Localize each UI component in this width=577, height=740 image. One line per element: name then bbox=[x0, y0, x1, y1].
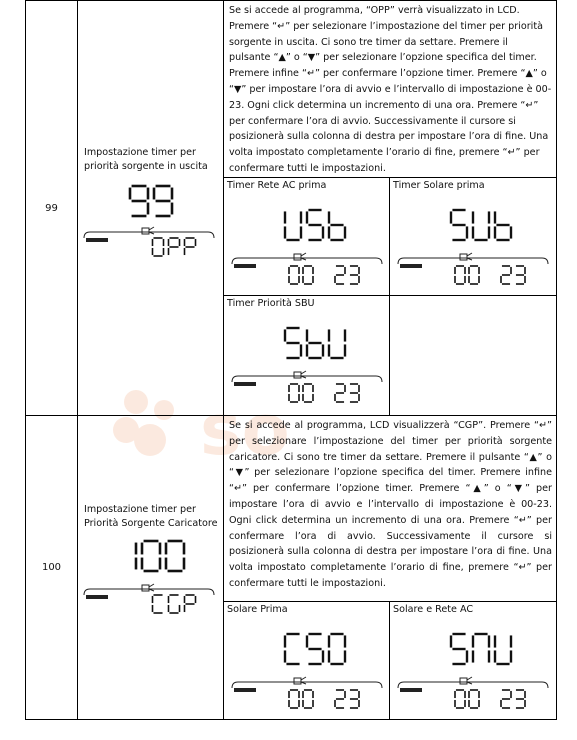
setting-description bbox=[224, 416, 557, 602]
hand-icon bbox=[294, 253, 306, 260]
option-cell bbox=[224, 296, 390, 416]
description-text: Se si accede al programma, “OPP” verrà visualizzato in LCD. Premere “↵” per selezionare l’impostazione del timer per priorità sorgente in uscita. Ci sono tre timer da settare. Premere il pulsante “▲” o “▼” per selezionare l’opzione specifica del timer. Premere infine “↵” per confermare l’opzione timer. Premere “▲” o “▼” per impostare l’ora di avvio e l’intervallo di impostazione è 00-23. Ogni click determina un incremento di una ora. Premere “↵” per confermare l’ora di avvio. Successivamente il cursore si posizionerà sulla colonna di destra per impostare l’ora di fine. Una volta impostato completamente l’orario di fine, premere “↵” per confermare tutti le impostazioni. bbox=[229, 5, 552, 174]
option-cell bbox=[390, 178, 557, 296]
lcd-option-display bbox=[224, 312, 390, 412]
setting-label: Impostazione timer per Priorità Sorgente Caricatore bbox=[84, 504, 218, 529]
empty-option-cell bbox=[390, 296, 557, 416]
lcd-setting-bar bbox=[78, 583, 224, 619]
lcd-main-value bbox=[78, 537, 224, 577]
option-title: Solare e Rete AC bbox=[393, 604, 474, 615]
option-cell bbox=[224, 178, 390, 296]
setting-label-cell bbox=[78, 1, 224, 416]
option-title: Timer Rete AC prima bbox=[227, 180, 327, 191]
svg-text:so: so bbox=[200, 389, 290, 470]
option-cell bbox=[390, 602, 557, 720]
hand-icon bbox=[142, 227, 154, 234]
lcd-option-display bbox=[224, 618, 390, 718]
hand-icon bbox=[294, 677, 306, 684]
setting-description bbox=[224, 1, 557, 178]
hand-icon bbox=[294, 371, 306, 378]
setting-label-cell bbox=[78, 416, 224, 720]
lcd-option-display bbox=[390, 194, 556, 294]
lcd-option-display bbox=[390, 618, 556, 718]
settings-table bbox=[25, 0, 557, 720]
setting-number: 99 bbox=[26, 1, 78, 416]
setting-number: 100 bbox=[26, 416, 78, 720]
setting-label: Impostazione timer per priorità sorgente in uscita bbox=[84, 147, 208, 172]
lcd-option-display bbox=[224, 194, 390, 294]
hand-icon bbox=[460, 677, 472, 684]
option-title: Solare Prima bbox=[227, 604, 288, 615]
option-cell bbox=[224, 602, 390, 720]
lcd-setting-bar bbox=[78, 226, 224, 262]
option-title: Timer Priorità SBU bbox=[227, 298, 315, 309]
lcd-main-value bbox=[78, 182, 224, 222]
description-text: Se si accede al programma, LCD visualizzerà “CGP”. Premere “↵” per selezionare l’impostazione del timer per priorità sorgente caricatore. Ci sono tre timer da settare. Premere il pulsante “▲” o “▼” per selezionare l’opzione specifica del timer. Premere infine “↵” per confermare l’opzione timer. Premere “▲” o “▼” per impostare l’ora di avvio e l’intervallo di impostazione è 00-23. Ogni click determina un incremento di una ora. Premere “↵” per confermare l’ora di avvio. Successivamente il cursore si posizionerà sulla colonna di destra per impostare l’ora di fine. Una volta impostato completamente l’orario di fine, premere “↵” per confermare tutti le impostazioni. bbox=[229, 420, 552, 589]
hand-icon bbox=[460, 253, 472, 260]
hand-icon bbox=[142, 584, 154, 591]
option-title: Timer Solare prima bbox=[393, 180, 485, 191]
